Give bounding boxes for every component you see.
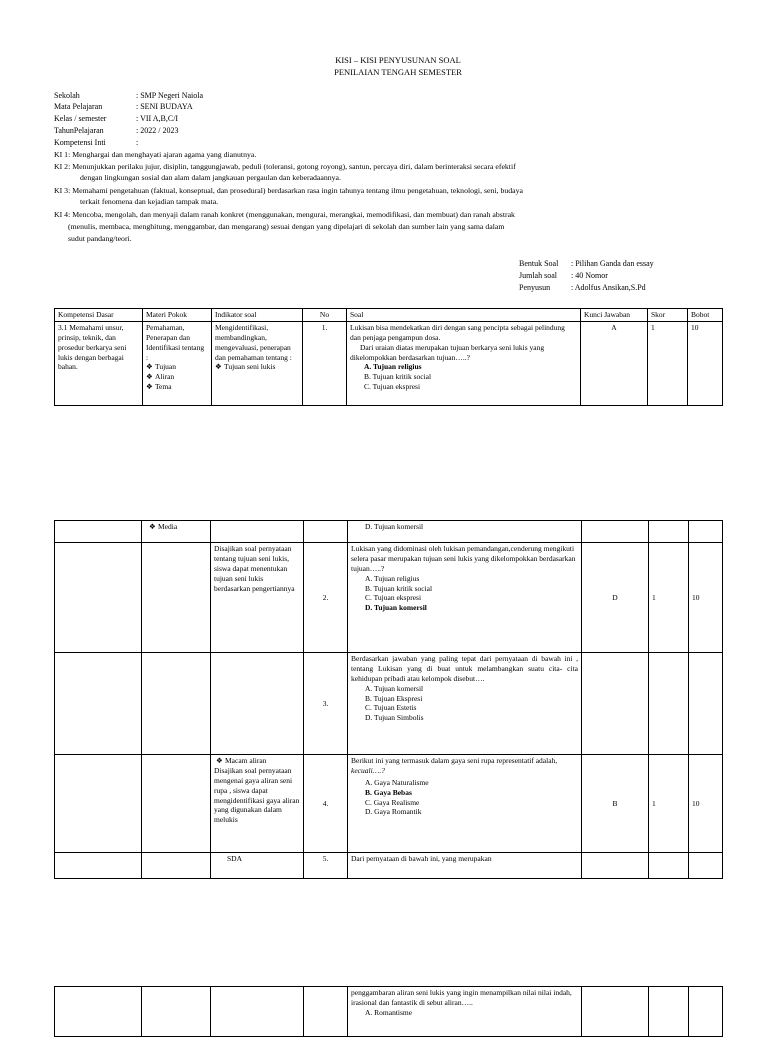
indikator-item: ❖ Tujuan seni lukis: [215, 362, 276, 372]
answer-option: D. Tujuan komersil: [365, 522, 424, 531]
soal-cell: Lukisan bisa mendekatkan diri dengan sang pencipta sebagai pelindung dan penjaga pengampun dosa. Dari uraian diatas merupakan tujuan berkarya seni lukis yang dikelompokkan berdasarkan tujuan…..? A. Tujuan religius B. Tujuan kritik social C. Tujuan ekspresi: [347, 321, 581, 405]
materi-item: ❖ Tujuan: [146, 362, 176, 372]
answer-key: A: [581, 321, 648, 405]
weight: 10: [689, 755, 723, 853]
score: 1: [649, 755, 689, 853]
info-kompetensi-inti: Kompetensi Inti :: [54, 138, 139, 147]
diamond-bullet-icon: ❖: [146, 362, 153, 372]
kd-cell: 3.1 Memahami unsur, prinsip, teknik, dan prosedur berkarya seni lukis dengan berbagai bahan.: [55, 321, 143, 405]
weight: 10: [689, 543, 723, 653]
table-row: [55, 321, 723, 405]
answer-option: A. Romantisme: [365, 1007, 413, 1017]
ki-4-line1: KI 4: Mencoba, mengolah, dan menyaji dalam ranah konkret (menggunakan, mengurai, merangkai, memodifikasi, dan membuat) dan ranah abstrak: [54, 210, 515, 219]
score: 1: [648, 321, 688, 405]
soal-cell: [348, 521, 582, 543]
info-mata-pelajaran: Mata Pelajaran : SENI BUDAYA: [54, 102, 193, 111]
soal-cell: Berdasarkan jawaban yang paling tepat dari pernyataan di bawah ini , tentang Lukisan yang di buat untuk melambangkan suatu cita- cita kehidupan pribadi atau kelompok disebut…. A. Tujuan komersil B. Tujuan Ekspresi C. Tujuan Estetis D. Tujuan Simbolis: [348, 653, 582, 755]
meta-bentuk-soal: Bentuk Soal : Pilihan Ganda dan essay: [519, 259, 654, 268]
answer-option: A. Gaya Naturalisme: [365, 777, 429, 787]
answer-option: B. Gaya Bebas: [365, 787, 412, 797]
materi-item: ❖ Aliran: [146, 372, 175, 382]
table-header-row: [55, 309, 723, 322]
info-kelas-semester: Kelas / semester : VII A,B,C/I: [54, 114, 179, 123]
score: 1: [649, 543, 689, 653]
answer-option: A. Tujuan komersil: [365, 683, 424, 693]
header-indikator-soal: Indikator soal: [212, 309, 303, 322]
indikator-cell: ❖ Macam aliran Disajikan soal pernyataan mengenai gaya aliran seni rupa , siswa dapat mengidentifikasi gaya aliran yang digunakan dalam melukis: [211, 755, 304, 853]
soal-cell: penggambaran aliran seni lukis yang ingin menampilkan nilai nilai indah, irasional dan fantastik di sebut aliran….. A. Romantisme: [348, 987, 582, 1037]
soal-cell: Berikut ini yang termasuk dalam gaya seni rupa representatif adalah, kecuali….? A. Gaya Naturalisme B. Gaya Bebas C. Gaya Realisme D. Gaya Romantik: [348, 755, 582, 853]
table-row: [55, 653, 723, 755]
materi-cell: ❖ Media: [142, 521, 211, 543]
header-kunci-jawaban: Kunci Jawaban: [581, 309, 648, 322]
table-row: [55, 853, 723, 879]
table-row: [55, 755, 723, 853]
ki-2-line1: KI 2: Menunjukkan perilaku jujur, disiplin, tanggungjawab, peduli (toleransi, gotong royong), santun, percaya diri, dalam berinteraksi secara efektif: [54, 162, 516, 171]
info-tahun-pelajaran: TahunPelajaran : 2022 / 2023: [54, 126, 179, 135]
question-number: 2.: [304, 543, 348, 653]
header-materi-pokok: Materi Pokok: [143, 309, 212, 322]
question-number: 1.: [303, 321, 347, 405]
kisi-table-page3: [54, 986, 723, 1037]
header-no: No: [303, 309, 347, 322]
header-skor: Skor: [648, 309, 688, 322]
answer-option: C. Tujuan Estetis: [365, 703, 417, 713]
answer-key: D: [582, 543, 649, 653]
header-soal: Soal: [347, 309, 581, 322]
ki-4-line2: (menulis, membaca, menghitung, menggambar, dan mengarang) sesuai dengan yang dipelajari di sekolah dan sumber lain yang sama dalam: [68, 222, 505, 231]
soal-cell: Lukisan yang didominasi oleh lukisan pemandangan,cenderung mengikuti selera pasar merupakan tujuan seni lukis yang dikelompokkan berdasarkan tujuan…..? A. Tujuan religius B. Tujuan kritik social C. Tujuan ekspresi D. Tujuan komersil: [348, 543, 582, 653]
answer-option: D. Tujuan komersil: [365, 603, 427, 613]
diamond-bullet-icon: ❖: [149, 522, 156, 531]
question-number: 5.: [304, 853, 348, 879]
table-row-continued: [55, 521, 723, 543]
kisi-table-page1: [54, 308, 723, 406]
document-title: KISI – KISI PENYUSUNAN SOAL: [335, 55, 461, 65]
ki-3-line2: terkait fenomena dan kejadian tampak mata.: [80, 197, 219, 206]
materi-cell: Pemahaman, Penerapan dan Identifikasi tentang : ❖ Tujuan ❖ Aliran ❖ Tema: [143, 321, 212, 405]
ki-2-line2: dengan lingkungan sosial dan alam dalam jangkauan pergaulan dan keberadaannya.: [80, 173, 341, 182]
diamond-bullet-icon: ❖: [216, 756, 223, 765]
answer-option: A. Tujuan religius: [365, 573, 420, 583]
answer-option: C. Gaya Realisme: [365, 797, 420, 807]
ki-4-line3: sudut pandang/teori.: [68, 234, 132, 243]
document-subtitle: PENILAIAN TENGAH SEMESTER: [334, 67, 462, 77]
question-number: 3.: [304, 653, 348, 755]
diamond-bullet-icon: ❖: [146, 372, 153, 382]
kisi-table-page2: [54, 520, 723, 879]
answer-option: C. Tujuan ekspresi: [364, 382, 421, 392]
ki-3-line1: KI 3: Memahami pengetahuan (faktual, konseptual, dan prosedural) berdasarkan rasa ingin tahunya tentang ilmu pengetahuan, teknologi, seni, budaya: [54, 186, 523, 195]
answer-option: B. Tujuan kritik social: [365, 583, 433, 593]
soal-cell: Dari pernyataan di bawah ini, yang merupakan: [348, 853, 582, 879]
table-row-continued: [55, 987, 723, 1037]
meta-jumlah-soal: Jumlah soal : 40 Nomor: [519, 271, 608, 280]
answer-option: B. Tujuan kritik social: [364, 372, 432, 382]
answer-option: C. Tujuan ekspresi: [365, 593, 422, 603]
indikator-cell: Mengidentifikasi, membandingkan, mengevaluasi, penerapan dan pemahaman tentang : ❖ Tujuan seni lukis: [212, 321, 303, 405]
diamond-bullet-icon: ❖: [215, 362, 222, 372]
materi-item: ❖ Tema: [146, 382, 172, 392]
header-bobot: Bobot: [688, 309, 723, 322]
info-sekolah: Sekolah : SMP Negeri Naiola: [54, 91, 204, 100]
question-number: 4.: [304, 755, 348, 853]
indikator-item: ❖ Macam aliran: [216, 756, 267, 765]
weight: 10: [688, 321, 723, 405]
header-kompetensi-dasar: Kompetensi Dasar: [55, 309, 143, 322]
ki-1: KI 1: Menghargai dan menghayati ajaran agama yang dianutnya.: [54, 150, 257, 159]
indikator-cell: SDA: [211, 853, 304, 879]
answer-option: A. Tujuan religius: [364, 362, 422, 372]
diamond-bullet-icon: ❖: [146, 382, 153, 392]
answer-option: D. Gaya Romantik: [365, 807, 422, 817]
table-row: [55, 543, 723, 653]
answer-option: B. Tujuan Ekspresi: [365, 693, 423, 703]
answer-option: D. Tujuan Simbolis: [365, 713, 424, 723]
indikator-cell: Disajikan soal pernyataan tentang tujuan seni lukis, siswa dapat menentukan tujuan seni lukis berdasarkan pengertiannya: [211, 543, 304, 653]
answer-key: B: [582, 755, 649, 853]
meta-penyusun: Penyusun : Adolfus Ansikan,S.Pd: [519, 283, 646, 292]
